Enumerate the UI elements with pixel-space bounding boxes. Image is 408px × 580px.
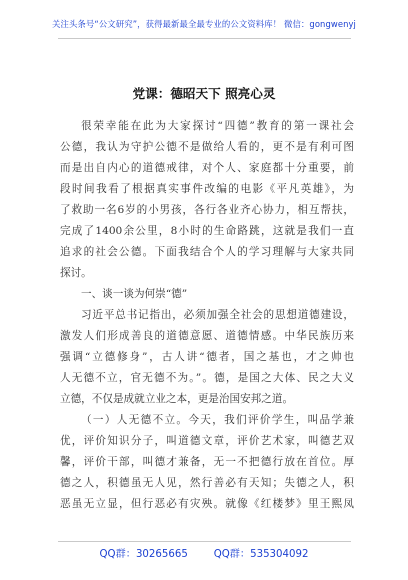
body-line: 段时间我看了根据真实事件改编的电影《平凡英雄》，为 [60,183,354,195]
body-line: 探讨。 [60,267,92,279]
header-divider [58,38,351,39]
body-line: 一、谈一谈为何崇“德” [81,288,188,300]
body-line: 激发人们形成善良的道德意愿、道德情感。中华民族历来 [60,330,354,342]
body-line: 而是出自内心的道德戒律，对个人、家庭都十分重要，前 [60,162,354,174]
body-line: 人无德不立，官无德不为。”。德，是国之大体、民之大义 [60,372,354,384]
document-title: 党课：德昭天下 照亮心灵 [132,86,276,101]
body-line: 公德，我认为守护公德不是做给人看的，更不是有利可图 [60,141,354,153]
document-body [60,116,354,515]
body-line: 习近平总书记指出，必须加强全社会的思想道德建设， [81,309,354,321]
body-line: 很荣幸能在此为大家探讨“四德”教育的第一课社会 [81,120,354,132]
footer-note: QQ群：30265665 QQ群：535304092 [99,549,309,560]
body-line: 德之人，积德虽无人见，然行善必有天知；失德之人，积 [60,477,354,489]
header-note: 关注头条号“公文研究”，获得最新最全最专业的公文资料库！ 微信：gongwenyj [52,19,356,29]
footer-divider [58,541,351,542]
body-line: 优，评价知识分子，叫道德文章，评价艺术家，叫德艺双 [60,435,354,447]
body-line: 追求的社会公德。下面我结合个人的学习理解与大家共同 [60,246,354,258]
body-line: 立德，不仅是成就立业之本，更是治国安邦之道。 [60,393,294,405]
body-line: （一）人无德不立。今天，我们评价学生，叫品学兼 [81,414,354,426]
body-line: 强调“立德修身”，古人讲“德者，国之基也，才之帅也 [60,351,354,363]
body-line: 馨，评价干部，叫德才兼备，无一不把德行放在首位。厚 [60,456,354,468]
body-line: 恶虽无立显，但行恶必有灾殃。就像《红楼梦》里王熙凤 [60,498,354,510]
body-line: 完成了1400余公里，8小时的生命路跳，这就是我们一直 [60,225,354,237]
body-line: 了救助一名6岁的小男孩，各行各业齐心协力，相互帮扶， [60,204,354,216]
